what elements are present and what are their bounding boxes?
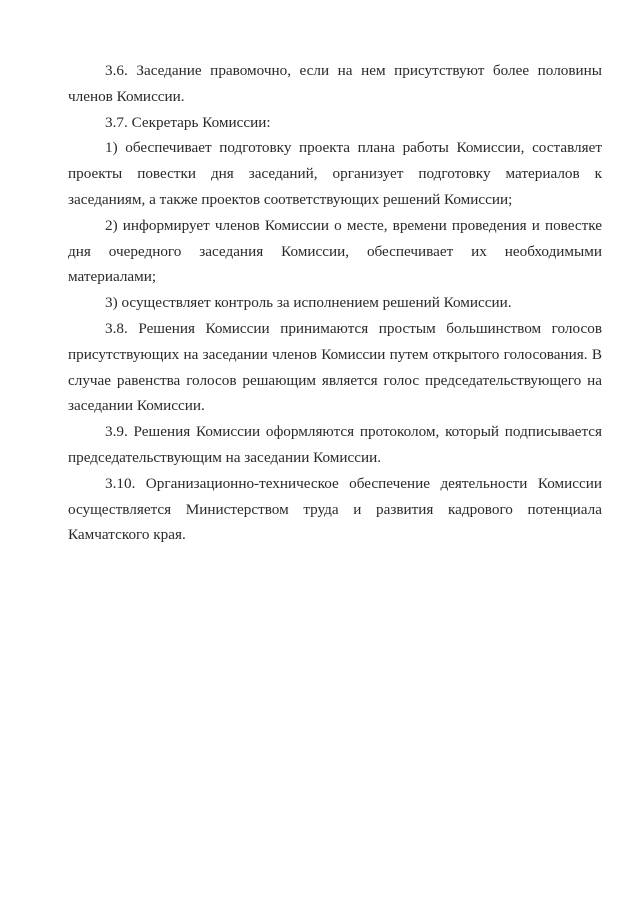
paragraph-3-7: 3.7. Секретарь Комиссии: xyxy=(105,113,271,131)
paragraph-3-6: 3.6. Заседание правомочно, если на нем присутствуют более половины членов Комиссии. xyxy=(68,62,602,105)
paragraph-3-7-item-1: 1) обеспечивает подготовку проекта плана работы Комиссии, составляет проекты повестки дня заседаний, организует подготовку материалов к заседаниям, а также проектов соответствующих решений Комиссии; xyxy=(68,139,602,208)
paragraph-3-7-item-2: 2) информирует членов Комиссии о месте, времени проведения и повестке дня очередного заседания Комиссии, обеспечивает их необходимыми материалами; xyxy=(68,216,602,286)
paragraph-3-8: 3.8. Решения Комиссии принимаются простым большинством голосов присутствующих на заседании членов Комиссии путем открытого голосования. В случае равенства голосов решающим является голос председательствующего на заседании Комиссии. xyxy=(68,319,602,415)
paragraph-3-7-item-3: 3) осуществляет контроль за исполнением решений Комиссии. xyxy=(105,294,512,312)
paragraph-3-10: 3.10. Организационно-техническое обеспечение деятельности Комиссии осуществляется Министерством труда и развития кадрового потенциала Камчатского края. xyxy=(68,474,602,544)
paragraph-3-9: 3.9. Решения Комиссии оформляются протоколом, который подписывается председательствующим на заседании Комиссии. xyxy=(68,423,602,466)
document-body xyxy=(68,58,602,548)
